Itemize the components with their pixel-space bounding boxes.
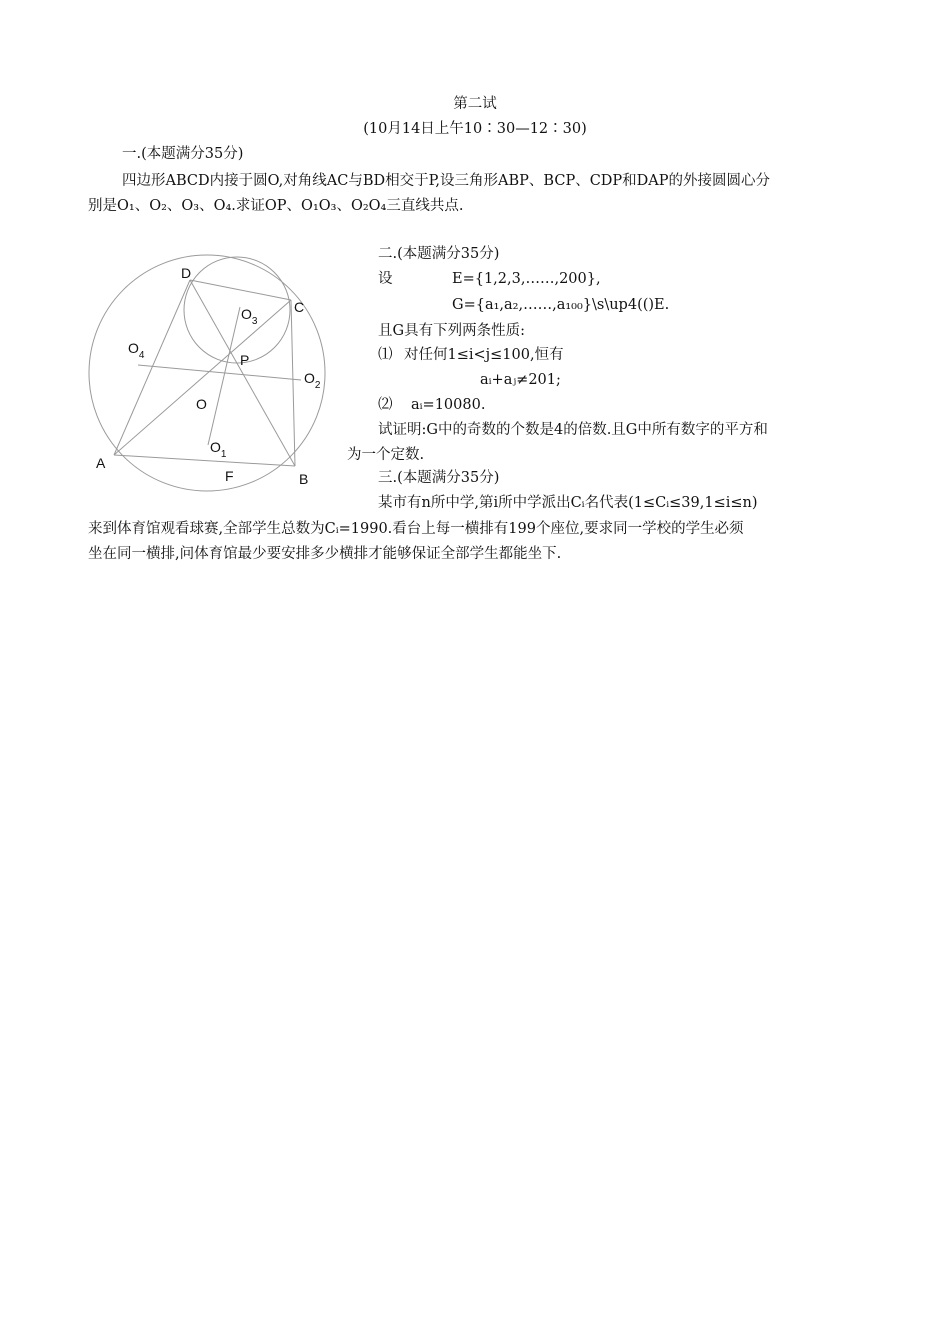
line-o1o3 — [208, 307, 240, 445]
side-cb — [291, 300, 295, 466]
problem2-set-g: G={a₁,a₂,……,a₁₀₀}\s\up4(()E. — [452, 297, 670, 313]
problem2-set-e: E={1,2,3,……,200}, — [452, 271, 601, 287]
label-o3: $O_3$ — [241, 306, 258, 327]
label-b: B — [299, 471, 309, 487]
problem1-text-line1: 四边形ABCD内接于圆O,对角线AC与BD相交于P,设三角形ABP、BCP、CDP和DAP的外接圆圆心分 — [122, 173, 771, 189]
side-ad — [114, 280, 190, 455]
problem1-heading: 一.(本题满分35分) — [122, 146, 244, 162]
label-o2: $O_2$ — [304, 370, 321, 391]
problem2-set-intro: 设 — [378, 271, 393, 287]
side-dc — [190, 280, 291, 300]
problem2-heading: 二.(本题满分35分) — [378, 246, 500, 262]
label-f: F — [225, 468, 234, 484]
line-o2o4 — [138, 365, 301, 380]
problem3-line2: 来到体育馆观看球赛,全部学生总数为Cᵢ=1990.看台上每一横排有199个座位,要求同一学校的学生必须 — [88, 521, 744, 537]
problem3-line1: 某市有n所中学,第i所中学派出Cᵢ名代表(1≤Cᵢ≤39,1≤i≤n) — [378, 495, 758, 511]
label-d: D — [181, 265, 192, 281]
exam-time: (10月14日上午10∶30—12∶30) — [363, 121, 587, 137]
problem2-prop1-formula: aᵢ+aⱼ≠201; — [480, 372, 561, 388]
problem1-text-line2: 别是O₁、O₂、O₃、O₄.求证OP、O₁O₃、O₂O₄三直线共点. — [88, 198, 464, 214]
exam-part-title: 第二试 — [453, 96, 497, 112]
label-p: P — [240, 352, 250, 368]
problem3-heading: 三.(本题满分35分) — [378, 470, 500, 486]
problem2-props-intro: 且G具有下列两条性质: — [378, 323, 525, 339]
problem2-prop2-num: ⑵ — [378, 397, 393, 413]
problem3-line3: 坐在同一横排,问体育馆最少要安排多少横排才能够保证全部学生都能坐下. — [88, 546, 562, 562]
label-c: C — [294, 299, 305, 315]
problem2-prove-line1: 试证明:G中的奇数的个数是4的倍数.且G中所有数字的平方和 — [378, 422, 768, 438]
label-o: O — [196, 396, 207, 412]
problem2-prop1-num: ⑴ — [378, 347, 393, 363]
label-a: A — [96, 455, 106, 471]
side-ab — [114, 455, 295, 466]
problem2-prove-line2: 为一个定数. — [347, 447, 425, 463]
diagonal-ac — [114, 300, 291, 455]
problem2-prop1-text: 对任何1≤i<j≤100,恒有 — [404, 347, 564, 363]
geometry-figure — [88, 247, 350, 497]
label-o1: $O_1$ — [210, 439, 227, 460]
label-o4: $O_4$ — [128, 340, 145, 361]
problem2-prop2-formula: aᵢ=10080. — [411, 397, 486, 413]
